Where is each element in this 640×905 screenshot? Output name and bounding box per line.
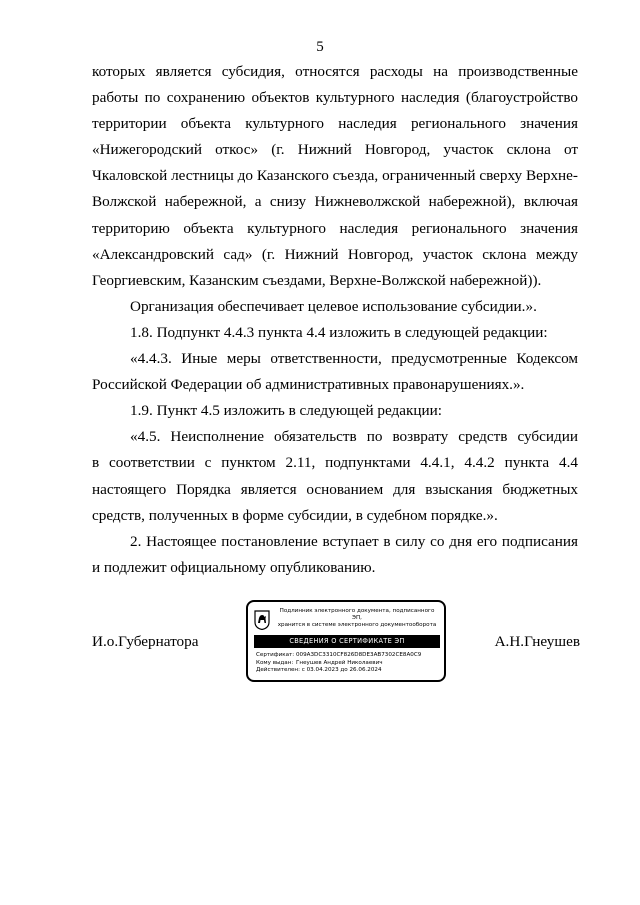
issued-to-label: Кому выдан: (256, 659, 294, 666)
certificate-details (256, 652, 442, 675)
validity-label: Действителен: (256, 667, 300, 674)
text-line: «4.4.3. Иные меры ответственности, предусмотренные Кодексом (130, 350, 578, 368)
text-line: «Александровский сад» (г. Нижний Новгород, участок склона между (92, 245, 578, 263)
text-line: средств, полученных в форме субсидии, в судебном порядке.». (92, 506, 498, 524)
certificate-row (256, 652, 442, 660)
validity-row (256, 667, 442, 675)
certificate-value: 009A3DC3310CF826D8DE3AB7302CE8A0C9 (296, 652, 422, 658)
certificate-label: Сертификат: (256, 652, 295, 658)
text-line: Российской Федерации об административных правонарушениях.». (92, 376, 525, 394)
electronic-signature-stamp (246, 600, 446, 682)
document-body (92, 59, 578, 581)
page-number: 5 (316, 39, 324, 55)
stamp-header: СВЕДЕНИЯ О СЕРТИФИКАТЕ ЭП (254, 635, 440, 648)
stamp-notice (274, 608, 440, 629)
validity-value: с 03.04.2023 до 26.06.2024 (301, 667, 382, 674)
signer-position: И.о.Губернатора (92, 633, 199, 650)
text-line: работы по сохранению объектов культурного наследия (благоустройство (92, 89, 578, 107)
text-line: территорию объекта культурного наследия регионального значения (92, 219, 578, 237)
text-line: Волжской набережной, а снизу Нижневолжской набережной), включая (92, 193, 578, 211)
text-line: в соответствии с пунктом 2.11, подпунктами 4.4.1, 4.4.2 пункта 4.4 (92, 454, 578, 472)
text-line: «Нижегородский откос» (г. Нижний Новгород, участок склона от (92, 141, 578, 159)
text-line: настоящего Порядка является основанием для взыскания бюджетных (92, 480, 578, 498)
text-line: «4.5. Неисполнение обязательств по возврату средств субсидии (130, 428, 578, 446)
text-line: Георгиевским, Казанским съездами, Верхне-Волжской набережной)). (92, 271, 542, 289)
text-line: Чкаловской лестницы до Казанского съезда, ограниченный сверху Верхне- (92, 167, 578, 185)
issued-to-value: Гнеушев Андрей Николаевич (296, 659, 383, 666)
stamp-notice-line: хранится в системе электронного документооборота (277, 622, 437, 628)
text-line: 2. Настоящее постановление вступает в силу со дня его подписания (130, 532, 578, 550)
text-line: Организация обеспечивает целевое использование субсидии.». (130, 297, 537, 315)
text-line: и подлежит официальному опубликованию. (92, 558, 376, 576)
coat-of-arms-icon (254, 610, 270, 630)
text-line: 1.9. Пункт 4.5 изложить в следующей редакции: (130, 402, 443, 420)
text-line: 1.8. Подпункт 4.4.3 пункта 4.4 изложить в следующей редакции: (130, 323, 548, 341)
stamp-notice-line: Подлинник электронного документа, подписанного ЭП, (279, 608, 435, 621)
signer-name: А.Н.Гнеушев (494, 633, 580, 650)
text-line: территории объекта культурного наследия регионального значения (92, 115, 578, 133)
text-line: которых является субсидия, относятся расходы на производственные (92, 63, 578, 80)
